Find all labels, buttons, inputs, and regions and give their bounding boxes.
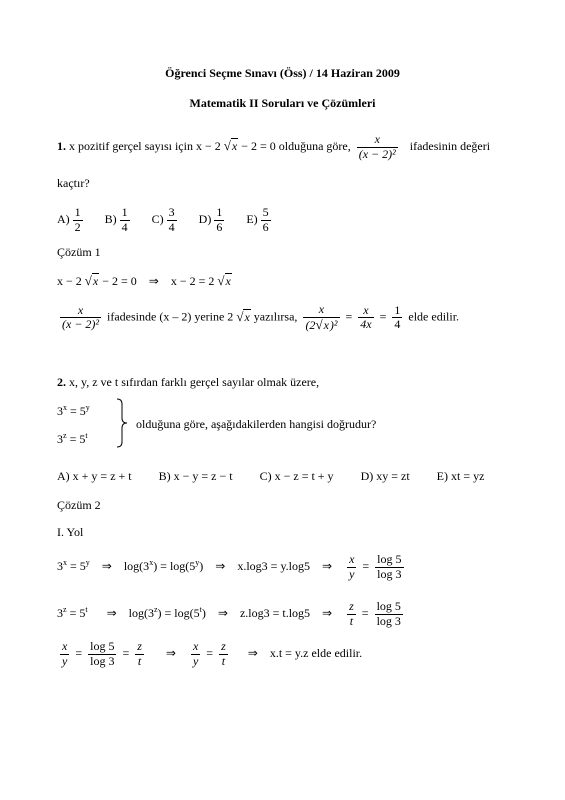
document-title: Öğrenci Seçme Sınavı (Öss) / 14 Haziran 2009 [165,66,400,80]
solution-1-line-2: $\frac{x}{\text{(x − 2)²}}$ ifadesinde (x – 2) yerine 2 √x yazılırsa, $\frac{x}{\text{(2√x)²}}$ = $\frac{x}{4x}$ = $\frac{1}{4}$ elde edilir. [62,302,460,332]
option-c[interactable]: C) $\frac{3}{4}$ [151,205,175,234]
question-1-stem: 1. x pozitif gerçel sayısı için x − 2 √x − 2 = 0 olduğuna göre, $\frac{x}{\text{(x − 2)²}}$ ifadesinin değeri [57,132,491,161]
question-2-stem: 2. x, y, z ve t sıfırdan farklı gerçel sayılar olmak üzere, [57,375,320,389]
option-e[interactable]: E) xt = yz [436,469,485,483]
solution-2-title: Çözüm 2 [57,498,101,512]
question-1-stem-cont: kaçtır? [57,176,90,190]
solution-2-method: I. Yol [57,525,84,539]
option-d[interactable]: D) $\frac{1}{6}$ [198,205,223,234]
solution-2-line-1: $3^x = 5^y$ ⇒ $\log(3^x) = \log(5^y)$ ⇒ x.log3 = y.log5 ⇒ $\frac{x}{y}$ = $\frac{\log 5}{\log 3}$ [57,552,402,581]
question-2-number: 2. [57,375,66,389]
option-b[interactable]: B) x − y = z − t [158,469,233,483]
question-1-fraction: $\frac{x}{\text{(x − 2)²}}$ [358,132,396,161]
option-b[interactable]: B) $\frac{1}{4}$ [104,205,128,234]
option-a[interactable]: A) x + y = z + t [57,469,132,483]
option-d[interactable]: D) xy = zt [360,469,410,483]
solution-2-line-3: $\frac{x}{y}$ = $\frac{\log 5}{\log 3}$ = $\frac{z}{t}$ ⇒ $\frac{x}{y}$ = $\frac{z}{t}$ ⇒ x.t = y.z elde edilir. [62,639,363,668]
question-2-options [57,470,500,482]
solution-1-title: Çözüm 1 [57,245,101,259]
sqrt-x: √x [223,138,238,154]
solution-1-line-1: x − 2 √x − 2 = 0 ⇒ x − 2 = 2 √x [57,273,231,288]
option-a[interactable]: A) $\frac{1}{2}$ [57,205,81,234]
question-2-eq-1: $3^x = 5^y$ [57,403,90,418]
question-2-brace-text: olduğuna göre, aşağıdakilerden hangisi doğrudur? [136,417,377,431]
question-1-number: 1. [57,139,66,154]
document-subtitle: Matematik II Soruları ve Çözümleri [189,96,376,110]
question-2-eq-2: $3^z = 5^t$ [57,431,88,446]
option-c[interactable]: C) x − z = t + y [259,469,334,483]
right-brace [116,398,128,448]
solution-2-line-2: $3^z = 5^t$ ⇒ $\log(3^z) = \log(5^t)$ ⇒ z.log3 = t.log5 ⇒ $\frac{z}{t}$ = $\frac{\log 5}{\log 3}$ [57,599,401,628]
option-e[interactable]: E) $\frac{5}{6}$ [246,205,269,234]
question-1-options [57,206,290,235]
